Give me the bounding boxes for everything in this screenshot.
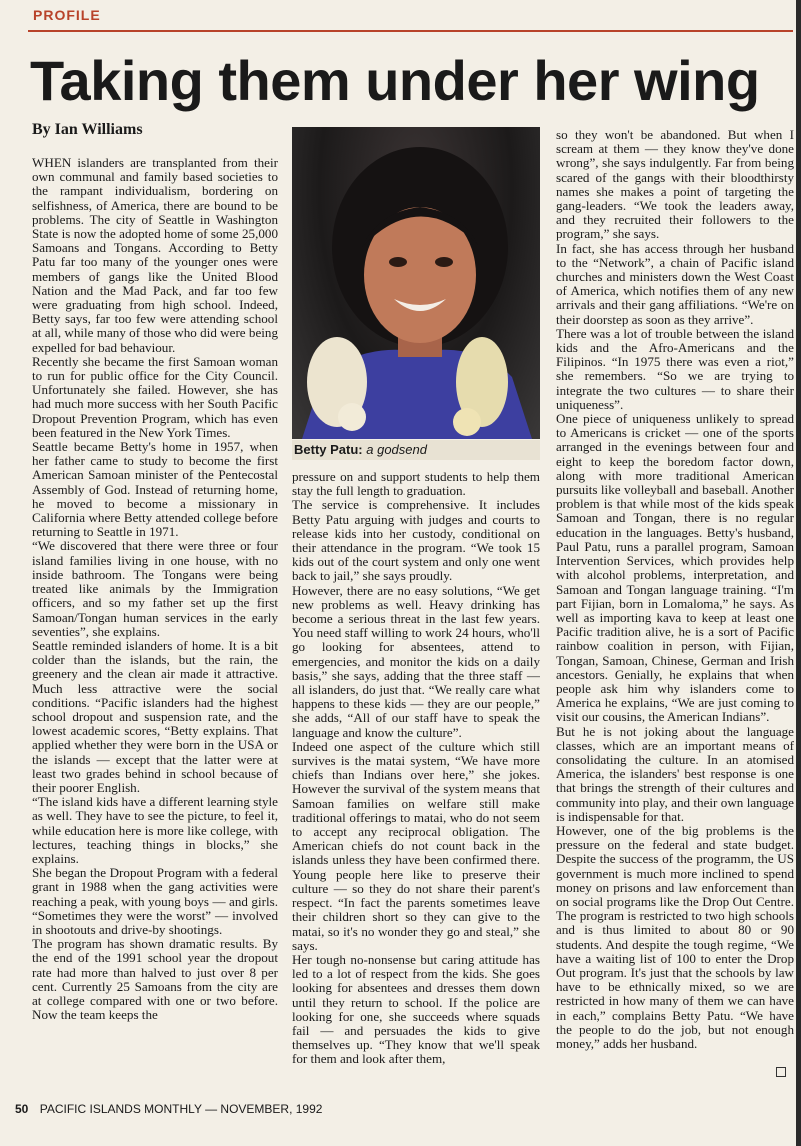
paragraph: The service is comprehensive. It includes Betty Patu arguing with judges and courts to release kids into her custody, conditional on their attendance in the program. “We took 15 kids out of the court system and only one went back to jail,” she says proudly. xyxy=(292,497,540,584)
paragraph: Recently she became the first Samoan woman to run for public office for the City Council. Unfortunately she failed. However, she has had much more success with her South Pacific Dropout Prevention Program, which has even been featured in the New York Times. xyxy=(32,353,278,440)
paragraph: Indeed one aspect of the culture which still survives is the matai system, “We have more chiefs than Indians over here,” she jokes. However the survival of the system means that Samoan families on welfare still make traditional offerings to matai, who do not seem to accept any reciprocal obligation. The American chiefs do not count back in the islands unless they have been confirmed there. Young people here like to preserve their culture — so they do not share their parent's respect. “In fact the parents sometimes leave their children short so they can give to the matai, so it's no wonder they go and steal,” she says. xyxy=(292,738,540,953)
paragraph: pressure on and support students to help them stay the full length to graduation. xyxy=(292,470,540,499)
paragraph: Her tough no-nonsense but caring attitude has led to a lot of respect from the kids. She goes looking for absentees and dresses them down until they return to school. If the police are looking for one, she succeeds where squads fail — and persuades the kids to give themselves up. “They know that we'll speak for them and look after them, xyxy=(292,951,540,1067)
paragraph: However, there are no easy solutions, “We get new problems as well. Heavy drinking has become a serious threat in the last few years. You need staff willing to work 24 hours, who'll go looking for absentees, attend to emergencies, and monitor the kids on a daily basis,” she says, adding that the three staff — all islanders, do just that. “We really care what happens to these kids — they are our people,” she adds, “All of our staff have to speak the language and know the culture”. xyxy=(292,582,540,740)
publication-line: PACIFIC ISLANDS MONTHLY — NOVEMBER, 1992 xyxy=(39,1102,323,1116)
section-label: PROFILE xyxy=(33,7,101,23)
photo-caption xyxy=(292,440,540,460)
page-number: 50 xyxy=(15,1102,29,1116)
paragraph: Seattle became Betty's home in 1957, when her father came to study to become the first American Samoan minister of the Pentecostal Assembly of God. Instead of returning home, he moved to become a missionary in California where Betty attended college before returning to Seattle in 1971. xyxy=(32,439,278,540)
paragraph: One piece of uniqueness unlikely to spread to Americans is cricket — one of the sports arranged in the evenings between four and eight to keep the boredom factor down, along with more traditional American pursuits like volleyball and baseball. Another problem is that while most of the kids speak Samoan and Tongan, there is no regular education in the languages. Betty's husband, Paul Patu, runs a parallel program, Samoan Intervention Services, which provides help with alcohol problems, interpretation, and Samoan and Tongan language training. “I'm part Fijian, born in Lomaloma,” he says. As well as importing kava to keep at least one Pacific tradition alive, he is a sort of Pacific rainbow coalition in person, with Fijian, Tongan, Samoan, Chinese, German and Irish ancestors. Genially, he explains that when people ask him why islanders come to America he explains, “We are just coming to visit our cousins, the American Indians”. xyxy=(556,411,794,725)
paragraph: However, one of the big problems is the pressure on the federal and state budget. Despite the success of the programm, the US government is much more inclined to spend money on prisons and law enforcement than on social programs like the Drop Out Centre. The program is restricted to two high schools and is thus limited to about 80 or 90 students. And despite the tough regime, “We have a waiting list of 100 to enter the Drop Out program. It's just that the schools by law have to be ethnically mixed, so we are restricted in how many of them we can have in each,” complains Betty Patu. “We have the people to do the job, but not enough money,” adds her husband. xyxy=(556,822,794,1051)
paragraph: “We discovered that there were three or four island families living in one house, with no inside bathroom. The Tongans were being treated like animals by the Immigration officers, and so my father set up the first Samoan/Tongan human services in the early seventies”, she explains. xyxy=(32,538,278,639)
article-column-1 xyxy=(32,156,278,1086)
headline: Taking them under her wing xyxy=(30,49,760,112)
byline: By Ian Williams xyxy=(32,121,143,138)
article-column-3 xyxy=(556,128,794,1088)
paragraph: Seattle reminded islanders of home. It is a bit colder than the islands, but the rain, the greenery and the clean air made it attractive. Much less attractive were the social conditions. “Pacific islanders had the highest school dropout and suspension rate, and the lowest academic scores, “Betty explains. That applied whether they were born in the USA or the islands — except that the latter were at least two grades behind in school because of their poorer English. xyxy=(32,637,278,795)
paragraph: In fact, she has access through her husband to the “Network”, a chain of Pacific island churches and ministers down the West Coast of America, which notifies them of any new arrivals and their gang affiliations. “We're on their doorstep as soon as they arrive”. xyxy=(556,240,794,327)
caption-name: Betty Patu: xyxy=(294,442,363,457)
page-footer xyxy=(15,1102,322,1116)
paragraph: But he is not joking about the language classes, which are an important means of consolidating the culture. In an atomised America, the islanders' best response is one that brings the strength of their cultures and community into play, and their own language is indispensable for that. xyxy=(556,723,794,824)
paragraph: The program has shown dramatic results. By the end of the 1991 school year the dropout rate had more than halved to just over 8 per cent. Currently 25 Samoans from the city are at college compared with one or two before. Now the team keeps the xyxy=(32,936,278,1023)
article-column-2 xyxy=(292,470,540,1090)
portrait-photo xyxy=(292,127,540,439)
caption-text: a godsend xyxy=(366,442,427,457)
page-edge-shadow xyxy=(796,0,801,1146)
paragraph: She began the Dropout Program with a federal grant in 1988 when the gang activities were reaching a peak, with young boys — and girls. “Sometimes they were the worst” — involved in shootouts and drive-by shootings. xyxy=(32,865,278,937)
paragraph: There was a lot of trouble between the island kids and the Afro-Americans and the Filipinos. “In 1975 there was even a riot,” she remembers. “So we are trying to integrate the two cultures — to share their uniqueness”. xyxy=(556,325,794,412)
paragraph: WHEN islanders are transplanted from their own communal and family based societies to the rampant individualism, bordering on selfishness, of America, there are bound to be problems. The city of Seattle in Washington State is now the adopted home of some 25,000 Samoans and Tongans. According to Betty Patu far too many of the younger ones were members of gangs like the United Blood Nation and the Mad Pack, and far too few were graduating from high school. Indeed, Betty says, far too few were attending school at all, while many of those who did were being expelled for bad behaviour. xyxy=(32,156,278,355)
paragraph: “The island kids have a different learning style as well. They have to see the picture, to feel it, while education here is more like college, with lectures, teaching things in blocks,” she explains. xyxy=(32,794,278,866)
paragraph: so they won't be abandoned. But when I scream at them — they know they've done wrong”, she says indulgently. Far from being scared of the gangs with their bloodthirsty names she makes a point of targeting the gang-leaders. “We took the leaders away, and they recruited their followers to the program,” she says. xyxy=(556,128,794,242)
section-rule xyxy=(28,30,793,32)
portrait-illustration xyxy=(292,127,540,439)
end-of-article-mark xyxy=(776,1067,786,1077)
